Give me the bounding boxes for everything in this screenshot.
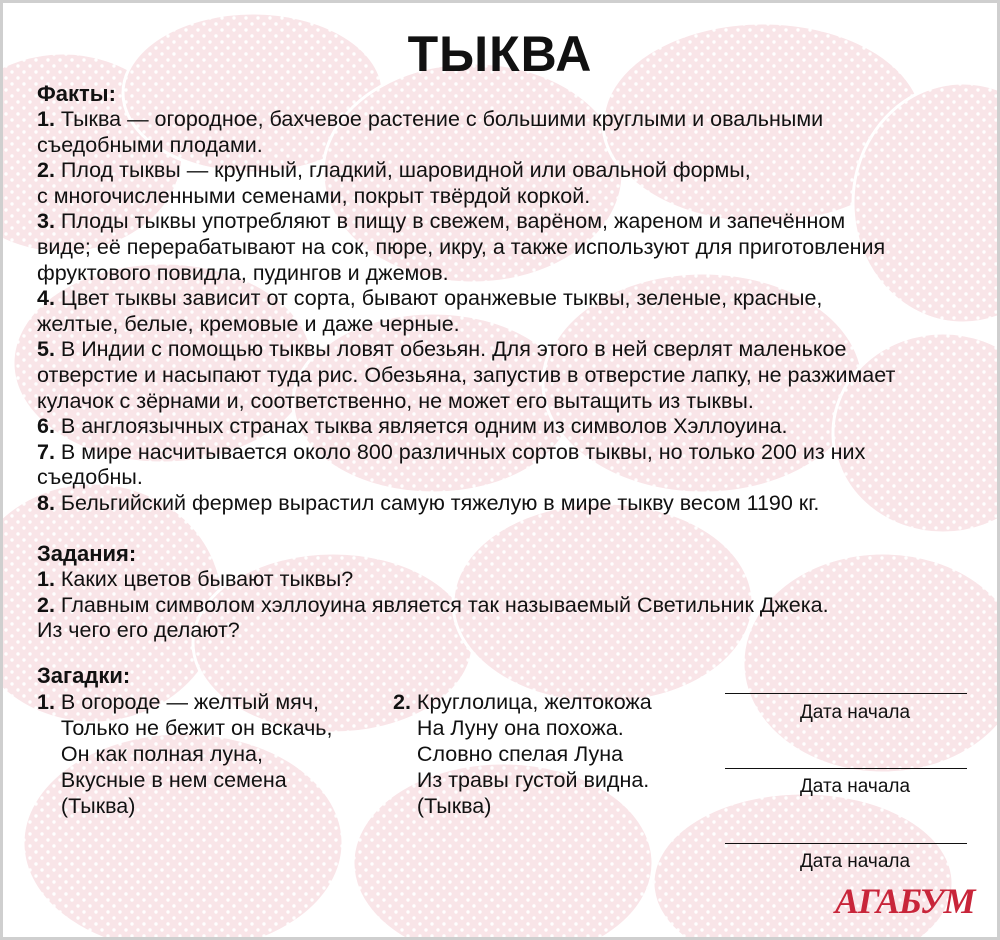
riddle-line: Он как полная луна, [60,742,263,766]
date-label: Дата начала [799,851,911,872]
riddle-item: 1. В огороде — желтый мяч, Только не бежит он вскачь, Он как полная луна, Вкусные в нем семена (Тыква) [37,690,333,818]
date-input-line[interactable] [725,693,967,694]
riddle-answer: (Тыква) [60,794,136,818]
fact-item: 7. В мире насчитывается около 800 различных сортов тыквы, но только 200 из них съедобны. [37,439,866,490]
riddle-line: На Луну она похожа. [416,716,624,740]
facts-heading: Факты: [37,81,116,106]
riddle-answer: (Тыква) [416,794,492,818]
riddle-line: Вкусные в нем семена [60,768,287,792]
fact-item: 6. В англоязычных странах тыква является одним из символов Хэллоуина. [37,414,788,439]
task-item: 2. Главным символом хэллоуина является так называемый Светильник Джека. Из чего его делают? [37,592,829,643]
riddle-line: Только не бежит он вскачь, [60,716,333,740]
agabum-logo [831,875,979,925]
riddle-line: Из травы густой видна. [416,768,650,792]
date-input-line[interactable] [725,843,967,844]
fact-item: 1. Тыква — огородное, бахчевое растение с большими круглыми и овальными съедобными плодами. [37,107,824,157]
fact-item: 2. Плод тыквы — крупный, гладкий, шаровидной или овальной формы, с многочисленными семенами, покрыт твёрдой коркой. [37,158,751,208]
page-title: ТЫКВА [407,26,593,82]
tasks-list [37,567,937,644]
facts-list [37,107,977,517]
svg-text:АГАБУМ: АГАБУМ [835,881,975,921]
riddle-line: В огороде — желтый мяч, [60,690,319,714]
tasks-heading: Задания: [37,541,137,566]
date-label: Дата начала [799,776,911,797]
riddles-heading: Загадки: [37,663,131,688]
task-item: 1. Каких цветов бывают тыквы? [37,567,354,591]
riddle-line: Словно спелая Луна [416,742,624,766]
fact-item: 8. Бельгийский фермер вырастил самую тяжелую в мире тыкву весом 1190 кг. [37,490,820,515]
date-label: Дата начала [799,702,911,723]
riddle-line: Круглолица, желтокожа [416,690,652,714]
riddle-item: 2. Круглолица, желтокожа На Луну она похожа. Словно спелая Луна Из травы густой видна. (Тыква) [393,690,652,818]
fact-item: 3. Плоды тыквы употребляют в пищу в свежем, варёном, жареном и запечённом виде; её перерабатывают на сок, пюре, икру, а также используют для приготовления фруктового повидла, пудингов и джемов. [37,209,886,285]
date-input-line[interactable] [725,768,967,769]
fact-item: 5. В Индии с помощью тыквы ловят обезьян. Для этого в ней сверлят маленькое отверстие и насыпают туда рис. Обезьяна, запустив в отверстие лапку, не разжимает кулачок с зёрнами и, соответственно, не может его вытащить из тыквы. [37,337,896,413]
fact-item: 4. Цвет тыквы зависит от сорта, бывают оранжевые тыквы, зеленые, красные, желтые, белые, кремовые и даже черные. [37,286,823,336]
